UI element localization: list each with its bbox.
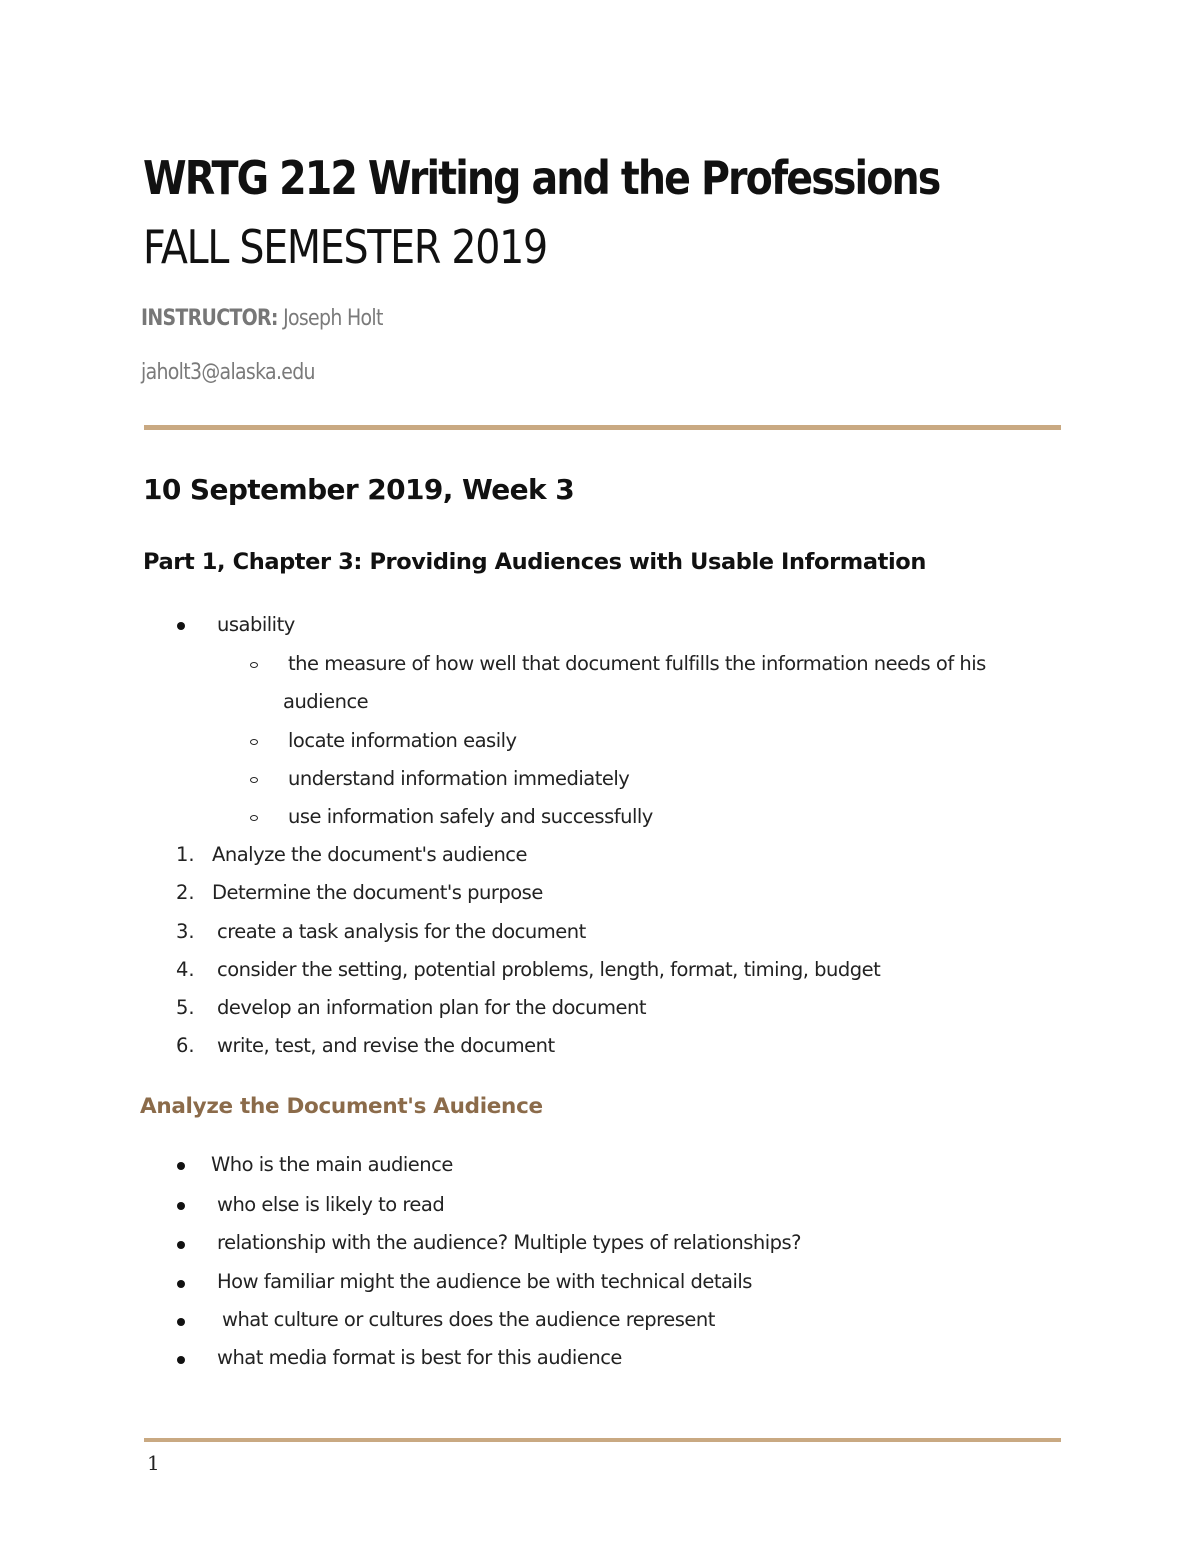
step-number: 2. bbox=[176, 881, 195, 904]
step-text: develop an information plan for the document bbox=[217, 996, 646, 1019]
sub-item-definition: the measure of how well that document fulfills the information needs of his bbox=[288, 652, 986, 675]
list-item: How familiar might the audience be with technical details bbox=[217, 1270, 752, 1293]
section-heading: Analyze the Document's Audience bbox=[140, 1094, 543, 1119]
bullet-icon bbox=[177, 1280, 185, 1288]
list-item: Who is the main audience bbox=[211, 1153, 453, 1176]
step-number: 6. bbox=[176, 1034, 195, 1057]
bullet-icon bbox=[177, 1162, 185, 1170]
step-number: 4. bbox=[176, 958, 195, 981]
step-text: create a task analysis for the document bbox=[217, 920, 586, 943]
list-item: who else is likely to read bbox=[217, 1193, 445, 1216]
instructor-email: jaholt3@alaska.edu bbox=[141, 360, 315, 385]
header-divider bbox=[144, 425, 1061, 430]
instructor-line bbox=[141, 302, 383, 336]
step-text: write, test, and revise the document bbox=[217, 1034, 555, 1057]
hollow-bullet-icon bbox=[250, 777, 258, 783]
step-number: 3. bbox=[176, 920, 195, 943]
hollow-bullet-icon bbox=[250, 815, 258, 821]
sub-item: locate information easily bbox=[288, 729, 517, 752]
page-number: 1 bbox=[147, 1451, 160, 1475]
sub-item-definition-continued: audience bbox=[283, 690, 369, 713]
bullet-icon bbox=[177, 1202, 185, 1210]
list-item-usability: usability bbox=[217, 613, 295, 636]
bullet-icon bbox=[177, 1318, 185, 1326]
list-item: what culture or cultures does the audience represent bbox=[222, 1308, 715, 1331]
sub-item: understand information immediately bbox=[288, 767, 630, 790]
instructor-name: Joseph Holt bbox=[277, 306, 383, 331]
bullet-icon bbox=[177, 622, 185, 630]
part-heading: Part 1, Chapter 3: Providing Audiences with Usable Information bbox=[143, 549, 926, 575]
step-text: Determine the document's purpose bbox=[212, 881, 543, 904]
list-item: relationship with the audience? Multiple types of relationships? bbox=[217, 1231, 802, 1254]
list-item: what media format is best for this audience bbox=[217, 1346, 622, 1369]
semester-heading: FALL SEMESTER 2019 bbox=[143, 220, 547, 274]
bullet-icon bbox=[177, 1356, 185, 1364]
bullet-icon bbox=[177, 1241, 185, 1249]
step-text: consider the setting, potential problems, length, format, timing, budget bbox=[217, 958, 881, 981]
hollow-bullet-icon bbox=[250, 739, 258, 745]
date-heading: 10 September 2019, Week 3 bbox=[143, 473, 575, 506]
instructor-label: INSTRUCTOR: bbox=[141, 306, 278, 331]
hollow-bullet-icon bbox=[250, 662, 258, 668]
footer-divider bbox=[144, 1438, 1061, 1442]
step-text: Analyze the document's audience bbox=[212, 843, 528, 866]
sub-item: use information safely and successfully bbox=[288, 805, 653, 828]
step-number: 1. bbox=[176, 843, 195, 866]
course-title: WRTG 212 Writing and the Professions bbox=[143, 151, 940, 205]
step-number: 5. bbox=[176, 996, 195, 1019]
